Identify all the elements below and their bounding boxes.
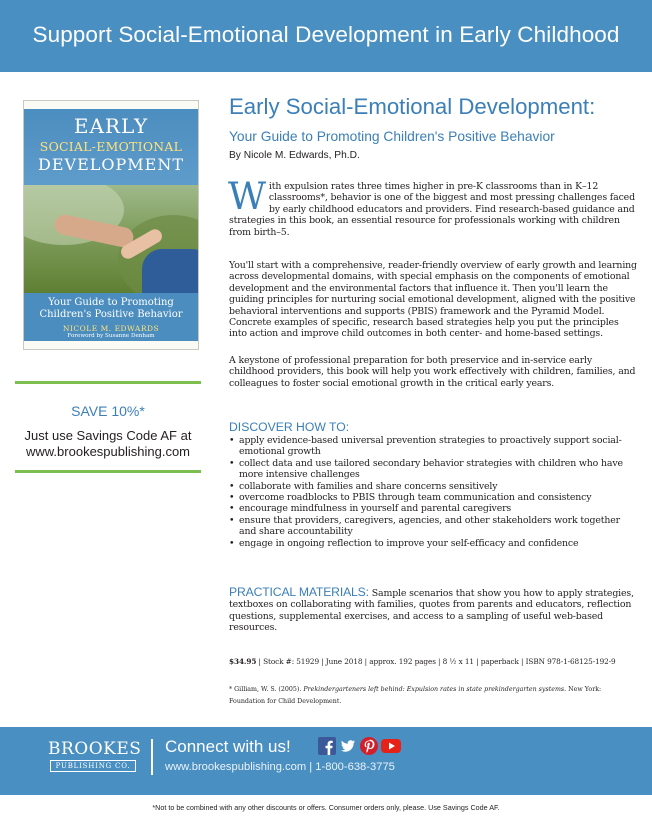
cover-subtitle-line1: Your Guide to Promoting — [48, 297, 174, 308]
discover-heading: DISCOVER HOW TO: — [229, 420, 350, 434]
discover-list — [229, 435, 639, 549]
top-banner — [0, 0, 652, 72]
practical-heading: PRACTICAL MATERIALS: — [229, 585, 369, 599]
save-headline: SAVE 10%* — [71, 403, 145, 419]
list-item: • collect data and use tailored secondary behavior strategies with children who have more intensive challenges — [229, 458, 639, 481]
connect-heading: Connect with us! — [165, 737, 291, 756]
description-paragraph-2: You'll start with a comprehensive, reader-friendly overview of early growth and learning across developmental domains, with special emphasis on the components of emotional development and the environmental factors that influence it. Then you'll learn the guiding principles for nurturing social emotional development, aligned with the positive behavioral interventions and supports (PBIS) framework and the Pyramid Model. Concrete examples of specific, research based strategies help you put the principles into action and improve child outcomes in both center- and home-based settings. — [229, 260, 637, 340]
savings-code-line: Just use Savings Code AF at — [24, 428, 192, 443]
disclaimer: *Not to be combined with any other discounts or offers. Consumer orders only, please. Use Savings Code AF. — [152, 803, 500, 812]
list-item: • engage in ongoing reflection to improve your self-efficacy and confidence — [229, 538, 639, 549]
cover-author: NICOLE M. EDWARDS — [62, 324, 160, 333]
discover-section — [229, 420, 639, 549]
cover-photo — [24, 185, 198, 293]
contact-info[interactable]: www.brookespublishing.com | 1-800-638-3775 — [165, 761, 395, 773]
paragraph-1-text: ith expulsion rates three times higher in pre-K classrooms than in K–12 classrooms*, behavior is one of the biggest and most pressing challenges faced by early childhood educators and providers. Find research-based guidance and strategies in this book, an essential resource for professionals working with children from birth–5. — [229, 181, 635, 238]
promo-rule-top — [15, 381, 201, 384]
citation — [229, 684, 639, 708]
brookes-logo-subtitle: PUBLISHING CO. — [50, 760, 136, 772]
youtube-icon[interactable] — [381, 737, 399, 755]
page-headline: Support Social-Emotional Development in Early Childhood — [32, 22, 620, 47]
cover-subtitle — [24, 297, 198, 321]
cover-title-line1: EARLY — [73, 114, 149, 138]
publication-info — [229, 657, 649, 666]
cover-title-line3: DEVELOPMENT — [38, 155, 184, 174]
book-title: Early Social-Emotional Development: — [229, 94, 596, 119]
drop-cap: W — [228, 175, 266, 218]
cover-subtitle-line2: Children's Positive Behavior — [39, 309, 183, 320]
list-item: • apply evidence-based universal prevention strategies to proactively support social-emotional growth — [229, 435, 639, 458]
book-cover — [23, 100, 199, 350]
citation-title: Prekindergarteners left behind: Expulsion rates in state prekindergarten systems. — [303, 686, 567, 693]
promo-rule-bottom — [15, 470, 201, 473]
practical-materials — [229, 587, 639, 634]
photo-child-shirt — [142, 249, 198, 293]
cover-foreword: Foreword by Susanne Denham — [67, 333, 155, 339]
price: $34.95 — [229, 657, 257, 666]
book-subtitle: Your Guide to Promoting Children's Positive Behavior — [229, 129, 555, 144]
twitter-icon[interactable] — [339, 737, 357, 755]
list-item: • overcome roadblocks to PBIS through team communication and consistency — [229, 492, 639, 503]
product-details: | Stock #: 51929 | June 2018 | approx. 192 pages | 8 ½ x 11 | paperback | ISBN 978-1-68125-192-9 — [256, 657, 616, 666]
pinterest-icon[interactable] — [360, 737, 378, 755]
description-paragraph-3: A keystone of professional preparation for both preservice and in-service early childhood providers, this book will help you work effectively with children, families, and colleagues to foster social emotional growth in the critical early years. — [229, 355, 636, 389]
list-item: • collaborate with families and share concerns sensitively — [229, 481, 639, 492]
title-block — [229, 94, 636, 161]
footer-divider — [151, 739, 153, 775]
cover-title-line2: SOCIAL-EMOTIONAL — [39, 139, 183, 154]
list-item: • encourage mindfulness in yourself and parental caregivers — [229, 503, 639, 514]
citation-prefix: * Gilliam, W. S. (2005). — [229, 686, 304, 693]
brookes-logo[interactable]: BROOKES — [48, 739, 142, 759]
facebook-icon[interactable] — [318, 737, 336, 755]
practical-text: Sample scenarios that show you how to apply strategies, textboxes on collaborating with families, quotes from parents and educators, reflection questions, supplemental exercises, and access to a sampling of useful web-based resources. — [229, 588, 634, 634]
citation-suffix: New York: Foundation for Child Development. — [229, 686, 602, 705]
description-paragraph-1 — [228, 175, 637, 238]
list-item: • ensure that providers, caregivers, agencies, and other stakeholders work together and share accountability — [229, 515, 639, 538]
savings-url[interactable]: www.brookespublishing.com — [25, 444, 191, 459]
author-byline: By Nicole M. Edwards, Ph.D. — [229, 150, 360, 161]
